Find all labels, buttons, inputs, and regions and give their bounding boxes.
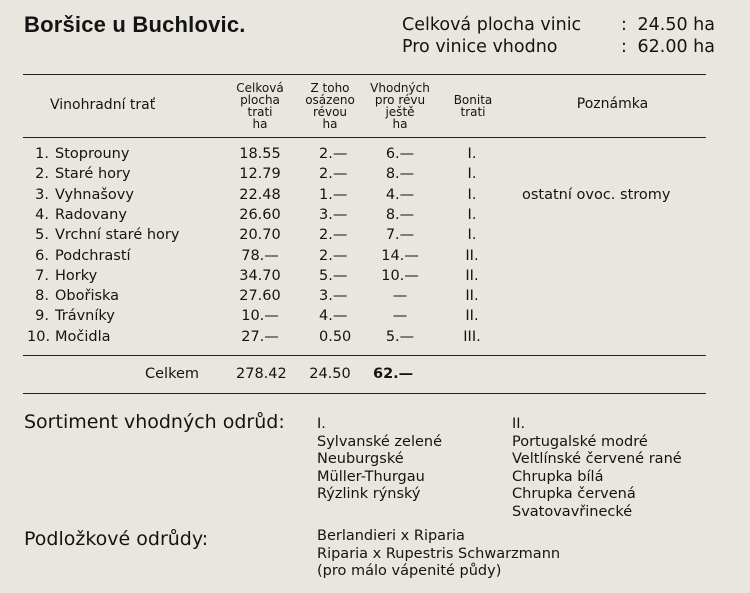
row-area: 78.— — [241, 247, 279, 264]
table-row — [0, 268, 750, 288]
variety-item: Rýzlink rýnský — [317, 486, 421, 502]
row-suitable: 7.— — [385, 227, 415, 244]
header-area-line: Celková — [236, 81, 284, 95]
table-row — [0, 166, 750, 186]
header-bottom-rule — [23, 137, 706, 138]
row-suitable: — — [392, 288, 408, 305]
header-suitable — [364, 82, 436, 130]
row-quality: II. — [465, 288, 479, 305]
row-suitable: 8.— — [385, 166, 415, 183]
varieties-group-heading: I. — [317, 416, 326, 432]
row-number: 7. — [35, 267, 49, 284]
header-quality-line: Bonita — [453, 93, 493, 107]
row-area: 27.60 — [239, 288, 281, 305]
table-row — [0, 288, 750, 308]
row-quality: I. — [467, 186, 477, 203]
varieties-group-2 — [512, 416, 682, 521]
row-suitable: 14.— — [381, 247, 419, 264]
row-quality: III. — [463, 328, 481, 345]
row-name: Vyhnašovy — [55, 186, 134, 203]
header-note: Poznámka — [576, 96, 649, 112]
header-suitable-line: Vhodných — [370, 81, 430, 95]
row-name: Obořiska — [55, 288, 120, 305]
varieties-label: Sortiment vhodných odrůd: — [24, 411, 285, 433]
total-label: Celkem — [145, 366, 199, 382]
row-name: Staré hory — [55, 166, 131, 183]
row-quality: I. — [467, 146, 477, 162]
table-row — [0, 329, 750, 349]
row-planted: 0.50 — [319, 328, 352, 345]
summary-total-area-row — [402, 14, 715, 36]
row-number: 5. — [35, 227, 49, 244]
summary-total-area-value: 24.50 ha — [637, 15, 715, 35]
header-quality-line: trati — [460, 105, 486, 119]
row-planted: 5.— — [319, 267, 348, 284]
row-area: 22.48 — [239, 186, 281, 203]
row-suitable: 10.— — [381, 267, 419, 284]
header-area-line: ha — [252, 117, 268, 131]
row-suitable: 5.— — [385, 328, 415, 345]
header-planted — [300, 82, 360, 130]
header-suitable-line: pro révu — [374, 93, 426, 107]
row-area: 34.70 — [239, 267, 281, 284]
variety-item: Müller-Thurgau — [317, 468, 425, 485]
row-name-cell — [27, 308, 115, 324]
row-number: 3. — [35, 186, 49, 203]
summary-suitable-row — [402, 36, 715, 58]
row-name-cell — [27, 227, 179, 243]
row-area: 26.60 — [239, 206, 281, 223]
header-planted-line: Z toho — [310, 81, 350, 95]
rootstock-item: Berlandieri x Riparia — [317, 528, 465, 544]
total-planted: 24.50 — [309, 366, 351, 382]
row-number: 2. — [35, 166, 49, 183]
summary-suitable-value: 62.00 ha — [637, 37, 715, 57]
rootstock-note: (pro málo vápenité půdy) — [317, 563, 502, 579]
row-quality: II. — [465, 308, 479, 325]
row-planted: 3.— — [319, 206, 348, 223]
total-area: 278.42 — [236, 366, 287, 382]
row-area: 27.— — [241, 328, 279, 345]
row-name-cell — [27, 248, 131, 264]
summary-total-area-label: Celková plocha vinic — [402, 15, 582, 35]
row-area: 20.70 — [239, 227, 281, 244]
header-trat: Vinohradní trať — [50, 97, 156, 113]
header-area — [232, 82, 288, 130]
row-suitable: 6.— — [385, 146, 415, 162]
table-row — [0, 187, 750, 207]
row-planted: 3.— — [319, 288, 348, 305]
row-name: Radovany — [55, 206, 127, 223]
row-suitable: — — [392, 308, 408, 325]
row-name-cell — [27, 329, 111, 345]
row-area: 12.79 — [239, 166, 281, 183]
row-planted: 2.— — [319, 247, 348, 264]
header-quality — [448, 94, 498, 118]
row-name: Trávníky — [55, 308, 115, 325]
table-row — [0, 248, 750, 268]
row-area: 10.— — [241, 308, 279, 325]
row-name: Vrchní staré hory — [55, 227, 180, 244]
row-planted: 1.— — [319, 186, 348, 203]
area-summary — [402, 14, 715, 58]
row-name-cell — [27, 166, 131, 182]
table-top-rule — [23, 74, 706, 75]
header-planted-line: révou — [312, 105, 348, 119]
row-suitable: 4.— — [385, 186, 415, 203]
variety-item: Svatovavřinecké — [512, 503, 633, 520]
rootstocks-label: Podložkové odrůdy: — [24, 528, 209, 550]
row-number: 4. — [35, 206, 49, 223]
row-number: 9. — [35, 308, 49, 325]
row-number: 8. — [35, 288, 49, 305]
varieties-group-1 — [317, 416, 442, 504]
row-quality: II. — [465, 267, 479, 284]
header-planted-line: ha — [322, 117, 338, 131]
page-title: Boršice u Buchlovic. — [24, 12, 246, 37]
row-name-cell — [27, 207, 127, 223]
table-row — [0, 227, 750, 247]
row-planted: 2.— — [319, 166, 348, 183]
header-suitable-line: ha — [392, 117, 408, 131]
row-area: 18.55 — [239, 146, 281, 162]
row-number: 10. — [27, 328, 51, 345]
rootstock-item: Riparia x Rupestris Schwarzmann — [317, 545, 561, 562]
row-name-cell — [27, 146, 129, 162]
variety-item: Chrupka červená — [512, 486, 636, 502]
row-planted: 2.— — [319, 146, 348, 162]
row-number: 1. — [35, 146, 49, 162]
row-name-cell — [27, 187, 134, 203]
header-planted-line: osázeno — [305, 93, 355, 107]
row-quality: I. — [467, 227, 477, 244]
table-row — [0, 308, 750, 328]
row-number: 6. — [35, 247, 49, 264]
row-name-cell — [27, 268, 97, 284]
summary-suitable-label: Pro vinice vhodno — [402, 37, 558, 57]
total-suitable: 62.— — [373, 366, 414, 382]
table-row — [0, 207, 750, 227]
row-planted: 4.— — [319, 308, 348, 325]
header-area-line: plocha — [240, 93, 280, 107]
table-row — [0, 146, 750, 166]
row-quality: I. — [467, 166, 477, 183]
variety-item: Sylvanské zelené — [317, 433, 443, 450]
header-area-line: trati — [247, 105, 273, 119]
varieties-group-heading: II. — [512, 416, 526, 432]
row-name-cell — [27, 288, 119, 304]
variety-item: Veltlínské červené rané — [512, 451, 682, 467]
summary-colon: : — [621, 37, 627, 57]
row-name: Stoprouny — [55, 146, 130, 162]
row-quality: II. — [465, 247, 479, 264]
table-total-rule — [23, 355, 706, 356]
row-name: Horky — [55, 267, 98, 284]
row-planted: 2.— — [319, 227, 348, 244]
summary-colon: : — [621, 15, 627, 35]
variety-item: Chrupka bílá — [512, 468, 604, 485]
row-name: Podchrastí — [55, 247, 131, 264]
rootstocks-list — [317, 528, 560, 581]
variety-item: Neuburgské — [317, 451, 404, 467]
row-quality: I. — [467, 206, 477, 223]
row-suitable: 8.— — [385, 206, 415, 223]
header-suitable-line: ještě — [385, 105, 415, 119]
table-bottom-rule — [23, 393, 706, 394]
row-name: Močidla — [55, 328, 111, 345]
variety-item: Portugalské modré — [512, 433, 648, 450]
row-note: ostatní ovoc. stromy — [522, 186, 671, 203]
